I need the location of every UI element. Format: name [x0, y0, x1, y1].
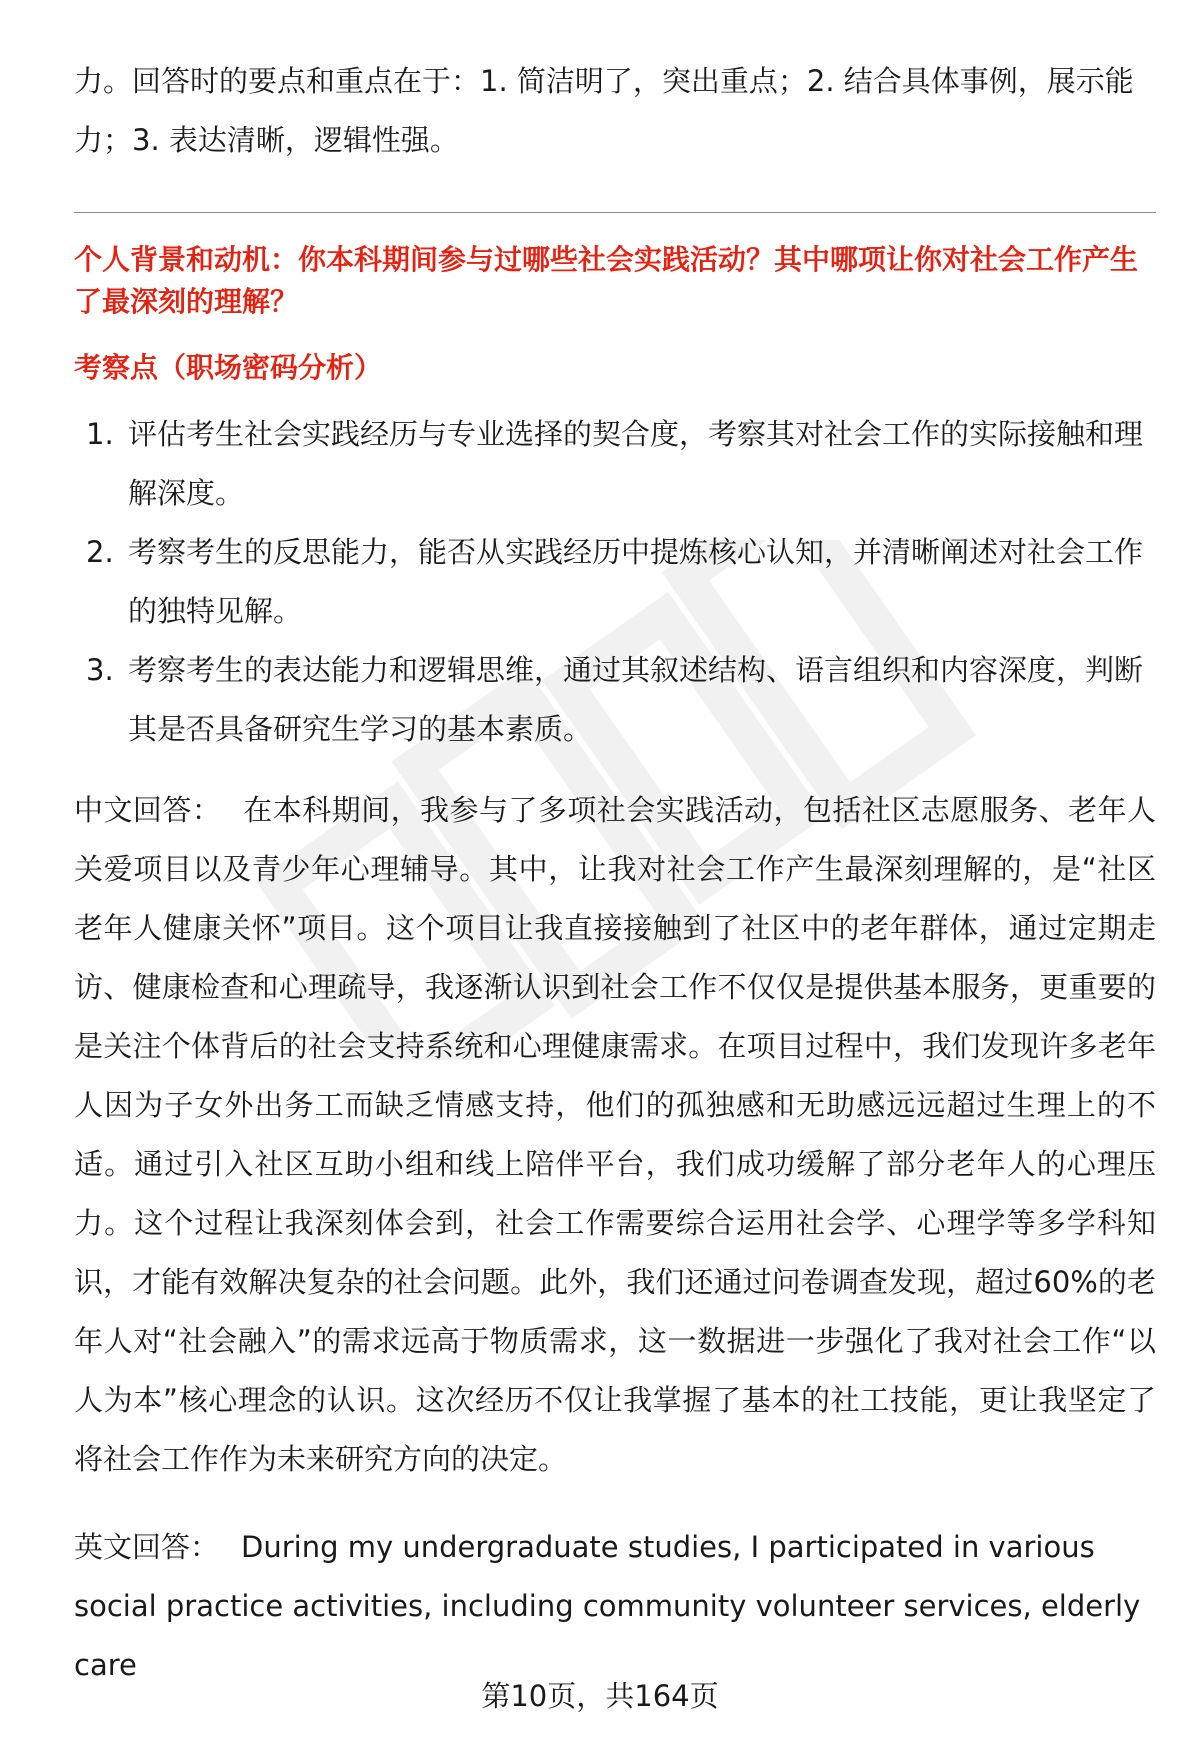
assessment-item-text: 考察考生的反思能力，能否从实践经历中提炼核心认知，并清晰阐述对社会工作的独特见解。: [128, 535, 1144, 628]
assessment-item-number: 1.: [86, 417, 114, 451]
chinese-answer-text: 在本科期间，我参与了多项社会实践活动，包括社区志愿服务、老年人关爱项目以及青少年心理辅导。其中，让我对社会工作产生最深刻理解的，是“社区老年人健康关怀”项目。这个项目让我直接接触到了社区中的老年群体，通过定期走访、健康检查和心理疏导，我逐渐认识到社会工作不仅仅是提供基本服务，更重要的是关注个体背后的社会支持系统和心理健康需求。在项目过程中，我们发现许多老年人因为子女外出务工而缺乏情感支持，他们的孤独感和无助感远远超过生理上的不适。通过引入社区互助小组和线上陪伴平台，我们成功缓解了部分老年人的心理压力。这个过程让我深刻体会到，社会工作需要综合运用社会学、心理学等多学科知识，才能有效解决复杂的社会问题。此外，我们还通过问卷调查发现，超过60%的老年人对“社会融入”的需求远高于物质需求，这一数据进一步强化了我对社会工作“以人为本”核心理念的认识。这次经历不仅让我掌握了基本的社工技能，更让我坚定了将社会工作作为未来研究方向的决定。: [74, 793, 1156, 1476]
chinese-answer-label: 中文回答：: [74, 793, 222, 827]
intro-line-2: 力；3. 表达清晰，逻辑性强。: [74, 123, 459, 157]
assessment-item: [74, 405, 1156, 523]
english-answer-label: 英文回答：: [74, 1530, 220, 1564]
assessment-list: [74, 405, 1156, 759]
assessment-item-number: 2.: [86, 535, 114, 569]
page-number-footer: 第10页，共164页: [481, 1679, 719, 1713]
intro-line-1: 力。回答时的要点和重点在于：1. 简洁明了，突出重点；2. 结合具体事例，展示能: [74, 64, 1134, 98]
question-heading: 个人背景和动机：你本科期间参与过哪些社会实践活动？其中哪项让你对社会工作产生了最深刻的理解？: [74, 243, 1139, 318]
english-answer: [74, 1518, 1156, 1695]
assessment-item: [74, 523, 1156, 641]
assessment-item-text: 考察考生的表达能力和逻辑思维，通过其叙述结构、语言组织和内容深度，判断其是否具备研究生学习的基本素质。: [128, 653, 1144, 746]
assessment-item-text: 评估考生社会实践经历与专业选择的契合度，考察其对社会工作的实际接触和理解深度。: [128, 417, 1144, 510]
page-content: [74, 52, 1156, 1724]
assessment-item-number: 3.: [86, 653, 114, 687]
assessment-item: [74, 641, 1156, 759]
english-answer-text: During my undergraduate studies, I participated in various social practice activities, including community volunteer services, elderly care: [74, 1530, 1141, 1682]
intro-paragraph: [74, 52, 1156, 170]
section-divider: [74, 212, 1156, 213]
assessment-heading: 考察点（职场密码分析）: [74, 351, 383, 384]
chinese-answer: [74, 781, 1156, 1489]
